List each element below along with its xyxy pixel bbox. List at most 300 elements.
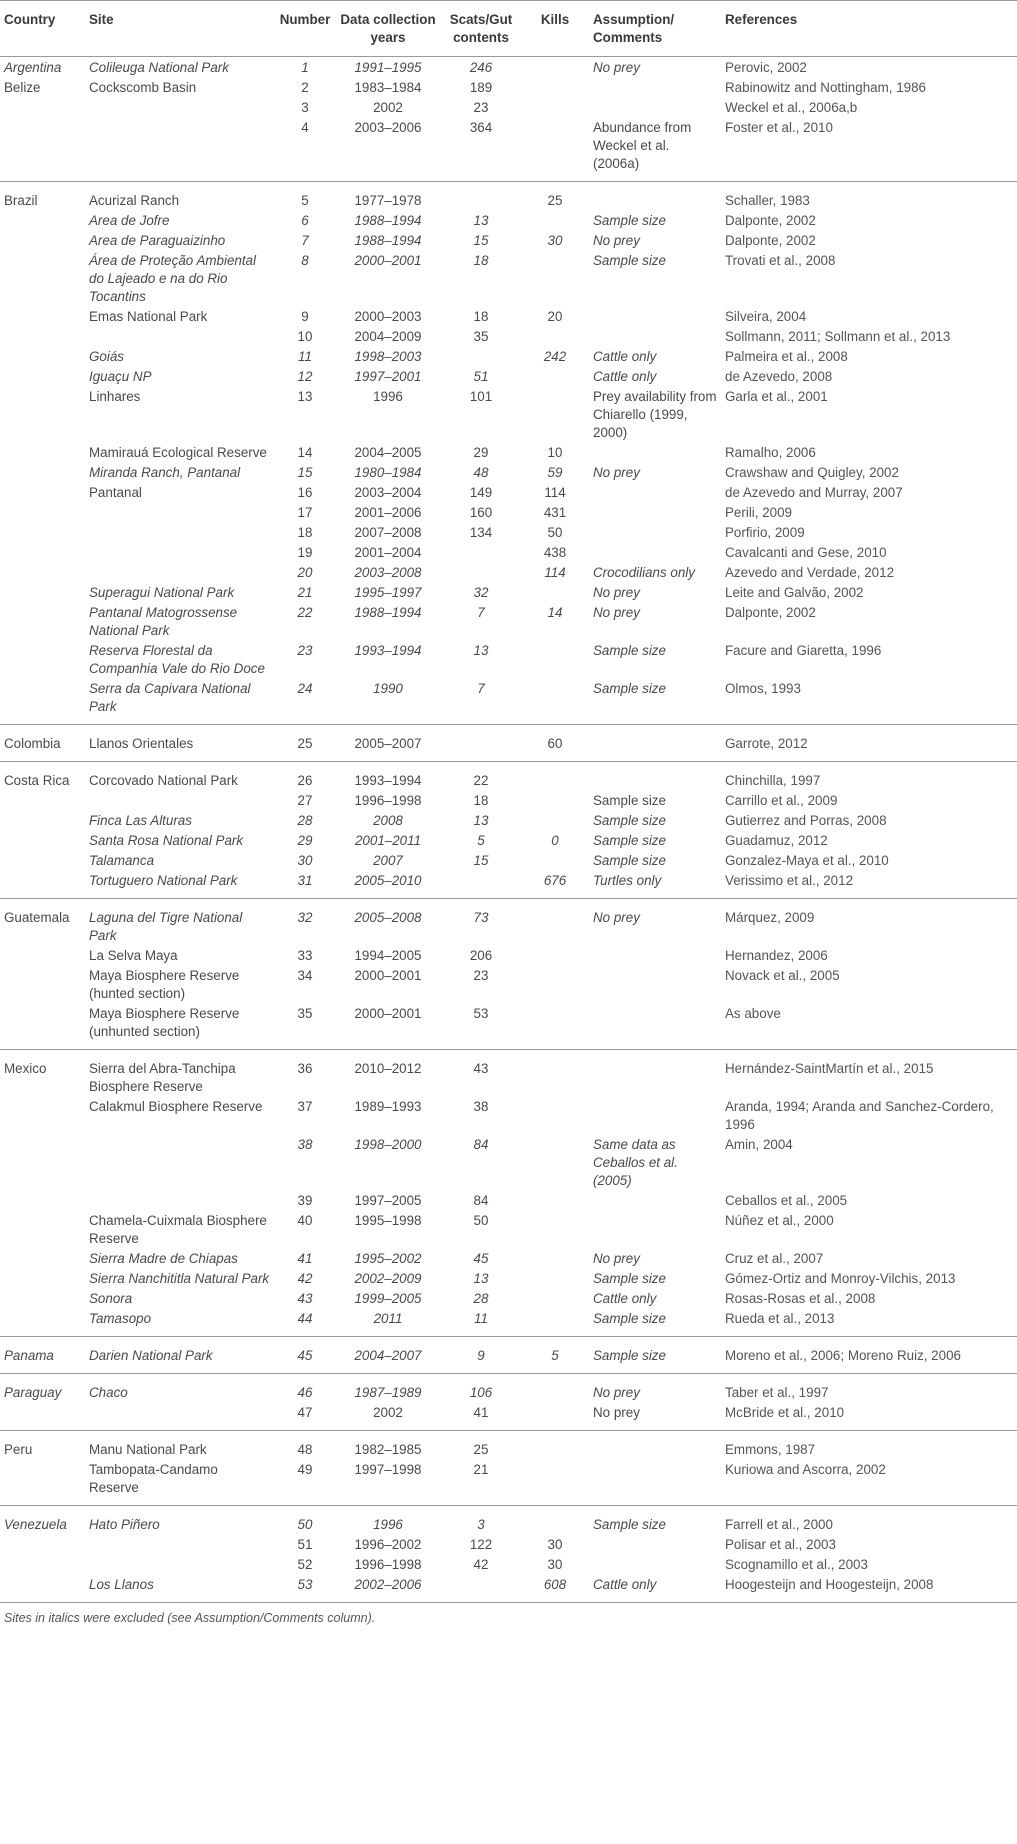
cell-country	[0, 542, 85, 562]
cell-scats: 73	[441, 899, 521, 946]
cell-years: 1988–1994	[354, 233, 422, 248]
cell-country: Belize	[4, 80, 41, 95]
header-assumption: Assumption/ Comments	[589, 1, 721, 57]
cell-reference: Scognamillo et al., 2003	[725, 1557, 868, 1572]
cell-kills	[521, 1506, 589, 1535]
cell-assumption	[589, 542, 721, 562]
cell-country	[0, 250, 85, 306]
cell-site: La Selva Maya	[89, 948, 178, 963]
table-row	[0, 1096, 1017, 1134]
cell-years: 2002–2006	[335, 1574, 441, 1603]
cell-years: 1988–1994	[354, 605, 422, 620]
cell-country	[0, 230, 85, 250]
cell-number: 43	[297, 1291, 313, 1306]
cell-site: Mamirauá Ecological Reserve	[89, 445, 267, 460]
cell-reference: Foster et al., 2010	[725, 120, 833, 135]
cell-site: Finca Las Alturas	[89, 813, 192, 828]
cell-scats: 3	[441, 1506, 521, 1535]
cell-reference: Porfirio, 2009	[725, 525, 805, 540]
cell-reference: Olmos, 1993	[725, 681, 801, 696]
cell-country	[0, 810, 85, 830]
cell-country	[0, 1096, 85, 1134]
cell-kills	[521, 326, 589, 346]
cell-country	[0, 442, 85, 462]
cell-country: Paraguay	[0, 1374, 85, 1403]
cell-scats	[441, 725, 521, 762]
cell-country: Guatemala	[0, 899, 85, 946]
cell-number: 36	[275, 1050, 335, 1097]
cell-assumption	[589, 1190, 721, 1210]
cell-years: 2010–2012	[335, 1050, 441, 1097]
cell-assumption: Same data as Ceballos et al. (2005)	[593, 1137, 678, 1188]
cell-number: 35	[297, 1006, 313, 1021]
cell-scats: 13	[473, 1271, 489, 1286]
cell-country	[0, 602, 85, 640]
cell-years: 1983–1984	[354, 80, 422, 95]
cell-number: 12	[297, 369, 313, 384]
cell-years: 1999–2005	[354, 1291, 422, 1306]
cell-years: 1991–1995	[354, 60, 422, 75]
table-row	[0, 1374, 1017, 1403]
table-row	[0, 346, 1017, 366]
cell-number: 7	[301, 233, 309, 248]
header-site: Site	[85, 1, 275, 57]
cell-site	[85, 117, 275, 182]
cell-kills: 114	[544, 485, 566, 500]
cell-number: 3	[301, 100, 309, 115]
cell-site: Maya Biosphere Reserve (hunted section)	[89, 968, 240, 1001]
cell-assumption: No prey	[593, 233, 640, 248]
cell-kills: 30	[547, 1557, 563, 1572]
cell-assumption	[589, 1050, 721, 1097]
cell-scats: 11	[474, 1311, 488, 1326]
cell-assumption	[589, 1431, 721, 1460]
cell-site: Miranda Ranch, Pantanal	[89, 465, 241, 480]
cell-reference: As above	[725, 1006, 781, 1021]
cell-reference: Guadamuz, 2012	[725, 833, 828, 848]
cell-country: Brazil	[0, 182, 85, 211]
table-row	[0, 326, 1017, 346]
cell-site: Tortuguero National Park	[89, 873, 238, 888]
cell-number: 24	[297, 681, 313, 696]
cell-kills	[521, 1402, 589, 1431]
cell-kills: 114	[544, 565, 566, 580]
cell-kills	[521, 810, 589, 830]
cell-assumption	[589, 1534, 721, 1554]
cell-assumption: Crocodilians only	[593, 565, 695, 580]
cell-reference: Trovati et al., 2008	[725, 253, 836, 268]
cell-scats: 7	[477, 605, 485, 620]
table-row	[0, 1003, 1017, 1050]
cell-country: Mexico	[0, 1050, 85, 1097]
cell-assumption	[589, 502, 721, 522]
cell-years: 2003–2004	[354, 485, 422, 500]
cell-country	[0, 1459, 85, 1506]
cell-kills	[521, 1374, 589, 1403]
cell-assumption	[589, 522, 721, 542]
cell-site: Tamasopo	[89, 1311, 152, 1326]
table-row	[0, 790, 1017, 810]
cell-assumption: Cattle only	[589, 1574, 721, 1603]
cell-country	[0, 502, 85, 522]
table-row	[0, 965, 1017, 1003]
cell-kills: 10	[547, 445, 563, 460]
cell-reference: Núñez et al., 2000	[725, 1213, 834, 1228]
cell-number: 40	[297, 1213, 313, 1228]
cell-number: 53	[275, 1574, 335, 1603]
header-references: References	[721, 1, 1017, 57]
cell-assumption	[589, 1459, 721, 1506]
table-row	[0, 1268, 1017, 1288]
cell-reference: de Azevedo and Murray, 2007	[725, 485, 903, 500]
cell-site: Area de Paraguaizinho	[89, 233, 226, 248]
cell-site: Pantanal	[89, 485, 142, 500]
cell-country: Venezuela	[0, 1506, 85, 1535]
cell-country	[0, 210, 85, 230]
cell-reference: Sollmann, 2011; Sollmann et al., 2013	[725, 329, 951, 344]
cell-country	[0, 1534, 85, 1554]
cell-number: 30	[297, 853, 313, 868]
cell-assumption: Sample size	[589, 1337, 721, 1374]
cell-number: 9	[301, 309, 309, 324]
cell-site: Chamela-Cuixmala Biosphere Reserve	[89, 1213, 267, 1246]
cell-kills	[521, 366, 589, 386]
cell-kills: 5	[521, 1337, 589, 1374]
cell-reference: Taber et al., 1997	[721, 1374, 1017, 1403]
cell-assumption: Abundance from Weckel et al. (2006a)	[593, 120, 692, 171]
cell-assumption: Sample size	[593, 813, 666, 828]
cell-assumption: Prey availability from Chiarello (1999, 2000)	[593, 389, 717, 440]
cell-number: 25	[275, 725, 335, 762]
cell-assumption: Sample size	[593, 253, 666, 268]
table-row	[0, 1431, 1017, 1460]
cell-country	[0, 306, 85, 326]
cell-site: Tambopata-Candamo Reserve	[89, 1462, 218, 1495]
cell-years: 2005–2010	[354, 873, 422, 888]
cell-assumption	[589, 1003, 721, 1050]
cell-number: 50	[275, 1506, 335, 1535]
cell-country	[0, 1268, 85, 1288]
cell-number: 29	[297, 833, 313, 848]
cell-kills	[521, 1431, 589, 1460]
header-row	[0, 1, 1017, 57]
cell-reference: Gonzalez-Maya et al., 2010	[725, 853, 889, 868]
cell-kills	[521, 1210, 589, 1248]
cell-reference: Perili, 2009	[725, 505, 792, 520]
cell-kills: 14	[547, 605, 563, 620]
table-row	[0, 1050, 1017, 1097]
cell-scats: 134	[469, 525, 493, 540]
cell-reference: Gutierrez and Porras, 2008	[725, 813, 887, 828]
cell-number: 13	[297, 389, 313, 404]
cell-number: 46	[275, 1374, 335, 1403]
cell-reference: Kuriowa and Ascorra, 2002	[725, 1462, 886, 1477]
cell-scats	[441, 870, 521, 899]
cell-kills	[521, 1248, 589, 1268]
table-row	[0, 1248, 1017, 1268]
cell-site	[85, 1534, 275, 1554]
cell-kills	[521, 945, 589, 965]
cell-site: Superagui National Park	[89, 585, 235, 600]
cell-reference: Dalponte, 2002	[725, 605, 816, 620]
cell-reference: Novack et al., 2005	[725, 968, 840, 983]
table-row	[0, 850, 1017, 870]
cell-reference: Hernández-SaintMartín et al., 2015	[721, 1050, 1017, 1097]
cell-site: Calakmul Biosphere Reserve	[89, 1099, 263, 1114]
cell-site	[85, 326, 275, 346]
cell-site: Sierra del Abra-Tanchipa Biosphere Reserve	[85, 1050, 275, 1097]
cell-reference: Palmeira et al., 2008	[725, 349, 848, 364]
cell-number: 34	[297, 968, 313, 983]
cell-country: Colombia	[0, 725, 85, 762]
cell-site	[85, 97, 275, 117]
cell-years: 2007–2008	[354, 525, 422, 540]
cell-kills: 431	[543, 505, 567, 520]
cell-site: Hato Piñero	[85, 1506, 275, 1535]
table-row	[0, 230, 1017, 250]
cell-kills: 0	[551, 833, 559, 848]
cell-assumption	[589, 762, 721, 791]
cell-assumption: No prey	[593, 60, 640, 75]
cell-site: Darien National Park	[85, 1337, 275, 1374]
cell-assumption: Cattle only	[593, 1291, 657, 1306]
cell-years: 1995–2002	[354, 1251, 422, 1266]
cell-number: 38	[297, 1137, 313, 1152]
cell-years: 1997–1998	[354, 1462, 422, 1477]
cell-country	[0, 678, 85, 725]
cell-years: 2011	[373, 1311, 403, 1326]
table-row	[0, 870, 1017, 899]
table-row	[0, 77, 1017, 97]
cell-assumption	[589, 965, 721, 1003]
cell-kills	[521, 762, 589, 791]
cell-number: 4	[301, 120, 309, 135]
cell-site: Maya Biosphere Reserve (unhunted section)	[89, 1006, 240, 1039]
cell-reference: Dalponte, 2002	[725, 213, 816, 228]
cell-years: 1996	[373, 389, 403, 404]
cell-years: 2004–2005	[354, 445, 422, 460]
cell-kills	[521, 582, 589, 602]
cell-kills: 59	[547, 465, 563, 480]
table-row	[0, 945, 1017, 965]
cell-country	[0, 482, 85, 502]
header-years: Data collection years	[335, 1, 441, 57]
cell-assumption: No prey	[593, 605, 640, 620]
cell-assumption: Cattle only	[593, 369, 657, 384]
table-row	[0, 1134, 1017, 1190]
cell-assumption	[589, 182, 721, 211]
cell-country	[0, 870, 85, 899]
cell-reference: Crawshaw and Quigley, 2002	[725, 465, 899, 480]
cell-reference: Moreno et al., 2006; Moreno Ruiz, 2006	[721, 1337, 1017, 1374]
cell-reference: Polisar et al., 2003	[725, 1537, 836, 1552]
table-row	[0, 1554, 1017, 1574]
cell-scats: 23	[473, 100, 489, 115]
cell-scats: 160	[469, 505, 493, 520]
cell-years: 2003–2006	[354, 120, 422, 135]
cell-site: Reserva Florestal da Companhia Vale do Rio Doce	[89, 643, 265, 676]
cell-years: 2002	[373, 100, 403, 115]
table-row	[0, 182, 1017, 211]
table-row	[0, 1308, 1017, 1337]
cell-years: 1996	[335, 1506, 441, 1535]
cell-country	[0, 386, 85, 442]
cell-reference: Rueda et al., 2013	[725, 1311, 835, 1326]
cell-years: 1997–2005	[354, 1193, 422, 1208]
cell-years: 1997–2001	[354, 369, 422, 384]
cell-number: 45	[275, 1337, 335, 1374]
cell-reference: Leite and Galvão, 2002	[725, 585, 864, 600]
cell-scats: 29	[473, 445, 489, 460]
cell-site	[85, 1554, 275, 1574]
cell-scats: 23	[473, 968, 489, 983]
table-row	[0, 97, 1017, 117]
cell-years: 2005–2007	[335, 725, 441, 762]
cell-years: 1977–1978	[335, 182, 441, 211]
cell-assumption: Sample size	[593, 213, 666, 228]
cell-scats: 149	[469, 485, 493, 500]
cell-reference: Hoogesteijn and Hoogesteijn, 2008	[721, 1574, 1017, 1603]
cell-country	[0, 582, 85, 602]
cell-number: 16	[297, 485, 313, 500]
cell-reference: Cruz et al., 2007	[725, 1251, 824, 1266]
cell-scats: 13	[473, 213, 489, 228]
cell-assumption: Sample size	[593, 853, 666, 868]
cell-scats: 5	[477, 833, 485, 848]
cell-kills	[521, 210, 589, 230]
table-row	[0, 640, 1017, 678]
table-row	[0, 1190, 1017, 1210]
table-row	[0, 899, 1017, 946]
cell-years: 1982–1985	[335, 1431, 441, 1460]
cell-reference: Schaller, 1983	[721, 182, 1017, 211]
cell-kills	[521, 965, 589, 1003]
cell-country	[0, 366, 85, 386]
cell-site: Laguna del Tigre National Park	[85, 899, 275, 946]
cell-number: 49	[297, 1462, 313, 1477]
cell-site	[85, 502, 275, 522]
cell-country	[0, 97, 85, 117]
cell-country	[0, 117, 85, 182]
header-scats: Scats/Gut contents	[441, 1, 521, 57]
table-row	[0, 366, 1017, 386]
cell-scats: 35	[473, 329, 489, 344]
cell-site	[85, 1134, 275, 1190]
cell-assumption: Sample size	[593, 793, 666, 808]
cell-country	[0, 1402, 85, 1431]
cell-scats: 38	[473, 1099, 489, 1114]
table-row	[0, 462, 1017, 482]
cell-scats: 9	[441, 1337, 521, 1374]
cell-reference: Márquez, 2009	[721, 899, 1017, 946]
cell-scats	[441, 182, 521, 211]
cell-kills: 60	[521, 725, 589, 762]
cell-country	[0, 326, 85, 346]
cell-years: 1996–2002	[354, 1537, 422, 1552]
cell-years: 1993–1994	[335, 762, 441, 791]
cell-number: 11	[298, 349, 312, 364]
cell-country: Panama	[0, 1337, 85, 1374]
cell-reference: Rosas-Rosas et al., 2008	[725, 1291, 876, 1306]
cell-years: 2000–2003	[354, 309, 422, 324]
cell-number: 15	[297, 465, 313, 480]
cell-country: Peru	[0, 1431, 85, 1460]
cell-number: 39	[297, 1193, 313, 1208]
cell-scats	[441, 1574, 521, 1603]
cell-reference: Azevedo and Verdade, 2012	[725, 565, 895, 580]
cell-scats: 25	[441, 1431, 521, 1460]
cell-site: Serra da Capivara National Park	[89, 681, 251, 714]
cell-kills	[521, 250, 589, 306]
cell-number: 48	[275, 1431, 335, 1460]
cell-assumption: No prey	[593, 465, 640, 480]
table-row	[0, 1402, 1017, 1431]
cell-site: Colileuga National Park	[89, 60, 229, 75]
cell-country	[0, 462, 85, 482]
cell-country	[0, 1003, 85, 1050]
cell-scats: 22	[441, 762, 521, 791]
cell-scats	[441, 346, 521, 366]
cell-kills	[521, 640, 589, 678]
table-row	[0, 1574, 1017, 1603]
cell-reference: Perovic, 2002	[725, 60, 807, 75]
cell-scats: 189	[469, 80, 493, 95]
table-row	[0, 725, 1017, 762]
cell-country	[0, 965, 85, 1003]
cell-country	[0, 522, 85, 542]
cell-site: Linhares	[89, 389, 141, 404]
cell-site	[85, 1402, 275, 1431]
cell-country	[0, 562, 85, 582]
cell-scats: 41	[473, 1405, 489, 1420]
cell-scats: 53	[473, 1006, 489, 1021]
table-row	[0, 1288, 1017, 1308]
cell-kills	[521, 77, 589, 97]
cell-site: Llanos Orientales	[85, 725, 275, 762]
cell-years: 2005–2008	[335, 899, 441, 946]
cell-kills: 242	[543, 349, 567, 364]
cell-reference: Facure and Giaretta, 1996	[725, 643, 882, 658]
cell-kills	[521, 386, 589, 442]
cell-scats: 13	[473, 643, 489, 658]
cell-kills: 608	[521, 1574, 589, 1603]
table-footnote: Sites in italics were excluded (see Assumption/Comments column).	[4, 1611, 376, 1625]
cell-years: 2002	[373, 1405, 403, 1420]
cell-scats: 28	[473, 1291, 489, 1306]
cell-reference: Gómez-Ortiz and Monroy-Vilchis, 2013	[725, 1271, 956, 1286]
cell-assumption: Sample size	[593, 643, 666, 658]
cell-site: Area de Jofre	[89, 213, 170, 228]
cell-country	[0, 1574, 85, 1603]
cell-assumption: Sample size	[593, 833, 666, 848]
cell-scats: 15	[473, 853, 489, 868]
cell-scats: 246	[469, 60, 493, 75]
cell-number: 42	[297, 1271, 313, 1286]
cell-years: 1998–2000	[354, 1137, 422, 1152]
cell-years: 2007	[373, 853, 403, 868]
cell-scats: 13	[473, 813, 489, 828]
cell-years: 2001–2006	[354, 505, 422, 520]
cell-assumption: No prey	[589, 1374, 721, 1403]
table-row	[0, 762, 1017, 791]
cell-scats: 45	[473, 1251, 489, 1266]
cell-kills: 50	[547, 525, 563, 540]
cell-site: Emas National Park	[89, 309, 208, 324]
table-row	[0, 1534, 1017, 1554]
cell-site	[85, 790, 275, 810]
cell-reference: Cavalcanti and Gese, 2010	[725, 545, 887, 560]
cell-site	[85, 1190, 275, 1210]
